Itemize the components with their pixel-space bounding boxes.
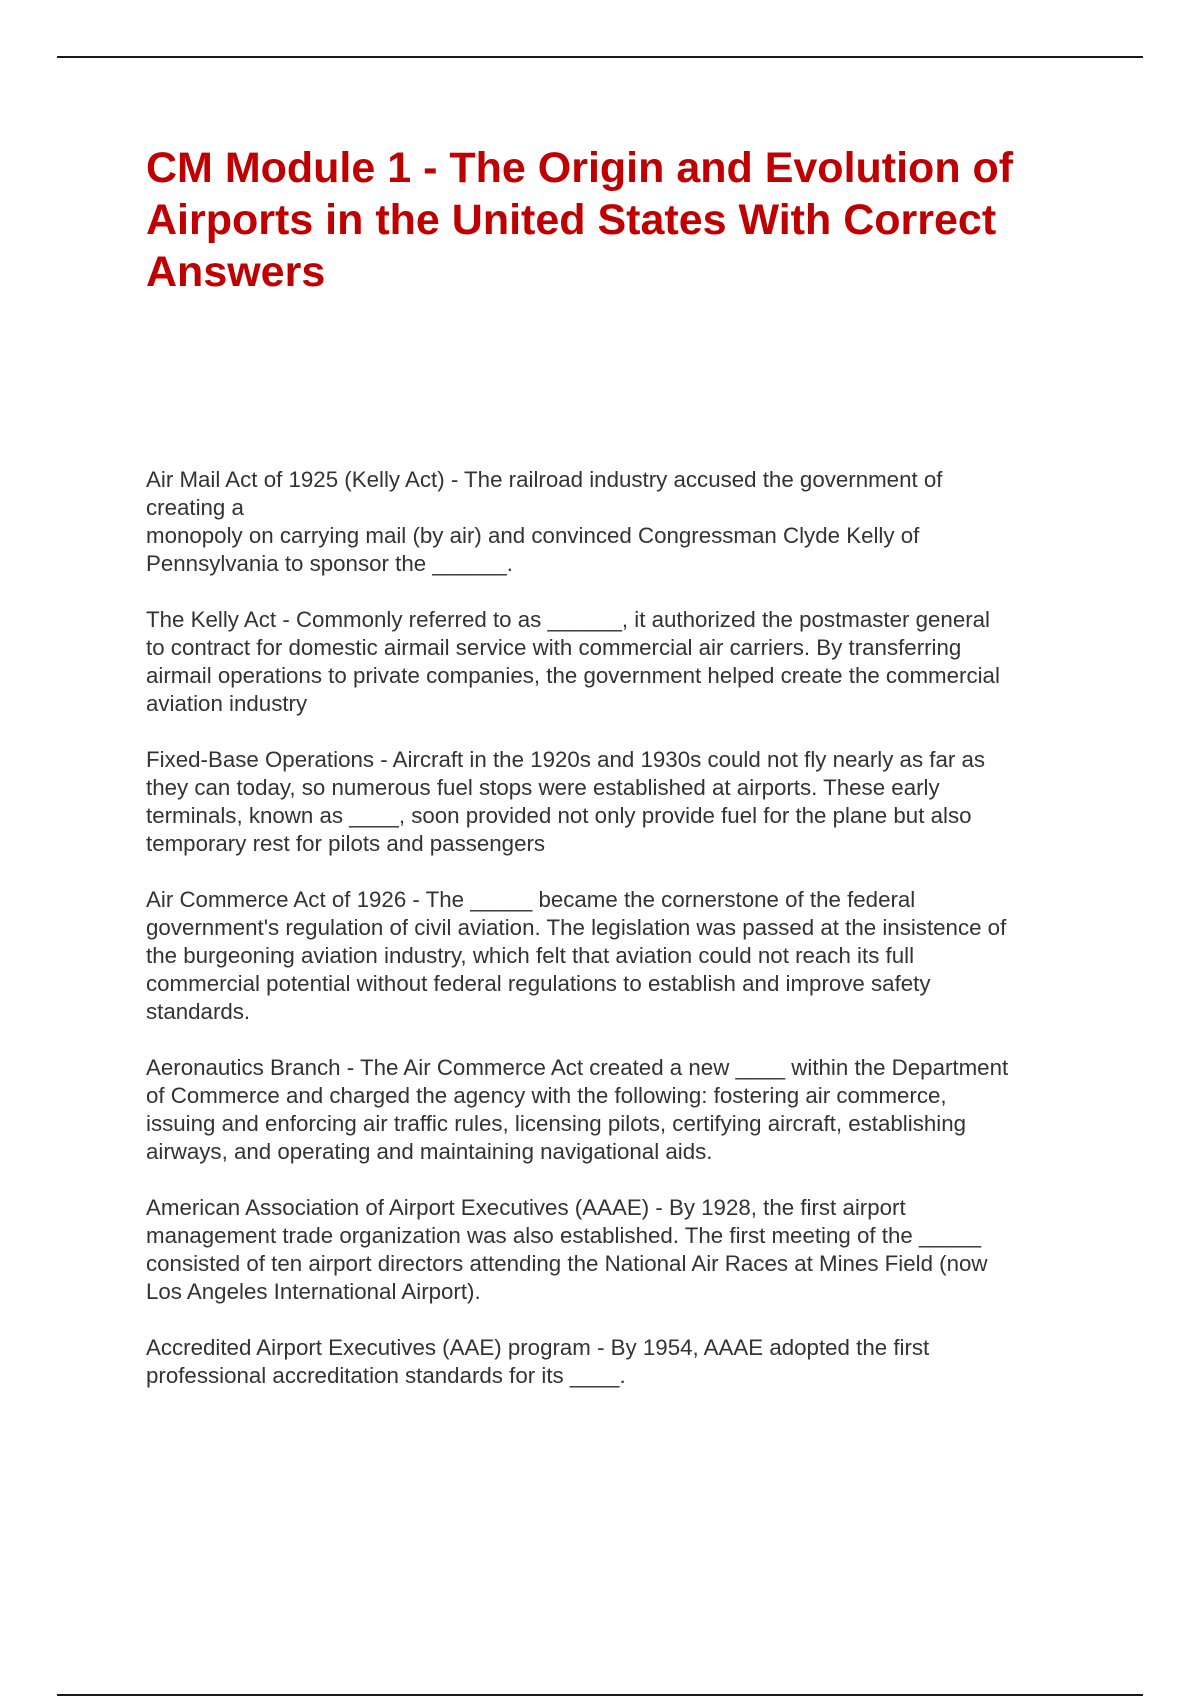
entry-kelly-act bbox=[146, 606, 1096, 718]
entry-air-commerce-act bbox=[146, 886, 1096, 1026]
entry-aaae bbox=[146, 1194, 1096, 1306]
entry-line: of Commerce and charged the agency with the following: fostering air commerce, bbox=[146, 1083, 947, 1108]
entry-line: aviation industry bbox=[146, 691, 308, 716]
entry-line: Air Mail Act of 1925 (Kelly Act) - The railroad industry accused the government of bbox=[146, 467, 943, 492]
entry-line: airways, and operating and maintaining navigational aids. bbox=[146, 1139, 713, 1164]
title-line-3: Answers bbox=[146, 248, 326, 296]
entry-line: temporary rest for pilots and passengers bbox=[146, 831, 546, 856]
bottom-rule bbox=[57, 1694, 1143, 1696]
entry-line: monopoly on carrying mail (by air) and convinced Congressman Clyde Kelly of bbox=[146, 523, 920, 548]
entry-line: American Association of Airport Executives (AAAE) - By 1928, the first airport bbox=[146, 1195, 906, 1220]
entry-line: standards. bbox=[146, 999, 251, 1024]
entry-line: the burgeoning aviation industry, which felt that aviation could not reach its full bbox=[146, 943, 915, 968]
entry-aae-program bbox=[146, 1334, 1096, 1390]
entry-line: creating a bbox=[146, 495, 244, 520]
entry-line: airmail operations to private companies, the government helped create the commercial bbox=[146, 663, 1000, 688]
title-line-1: CM Module 1 - The Origin and Evolution of bbox=[146, 144, 1014, 192]
entry-line: Accredited Airport Executives (AAE) program - By 1954, AAAE adopted the first bbox=[146, 1335, 930, 1360]
top-rule bbox=[57, 56, 1143, 58]
title-line-2: Airports in the United States With Correct bbox=[146, 196, 997, 244]
entry-line: Air Commerce Act of 1926 - The _____ became the cornerstone of the federal bbox=[146, 887, 916, 912]
entry-line: they can today, so numerous fuel stops were established at airports. These early bbox=[146, 775, 940, 800]
entry-line: management trade organization was also established. The first meeting of the _____ bbox=[146, 1223, 981, 1248]
entry-line: professional accreditation standards for its ____. bbox=[146, 1363, 626, 1388]
entry-line: Fixed-Base Operations - Aircraft in the 1920s and 1930s could not fly nearly as far as bbox=[146, 747, 986, 772]
entry-line: consisted of ten airport directors attending the National Air Races at Mines Field (now bbox=[146, 1251, 988, 1276]
entry-line: The Kelly Act - Commonly referred to as ______, it authorized the postmaster general bbox=[146, 607, 990, 632]
entry-line: terminals, known as ____, soon provided not only provide fuel for the plane but also bbox=[146, 803, 972, 828]
entry-aeronautics-branch bbox=[146, 1054, 1096, 1166]
entry-line: government's regulation of civil aviation. The legislation was passed at the insistence of bbox=[146, 915, 1007, 940]
entry-line: Pennsylvania to sponsor the ______. bbox=[146, 551, 513, 576]
entry-line: to contract for domestic airmail service with commercial air carriers. By transferring bbox=[146, 635, 962, 660]
entry-line: Los Angeles International Airport). bbox=[146, 1279, 481, 1304]
entry-fixed-base-operations bbox=[146, 746, 1096, 858]
entry-air-mail-act bbox=[146, 466, 1096, 578]
entry-line: issuing and enforcing air traffic rules, licensing pilots, certifying aircraft, establishing bbox=[146, 1111, 967, 1136]
entry-line: Aeronautics Branch - The Air Commerce Act created a new ____ within the Department bbox=[146, 1055, 1009, 1080]
entry-line: commercial potential without federal regulations to establish and improve safety bbox=[146, 971, 931, 996]
qa-entries bbox=[146, 466, 1096, 1418]
document-title bbox=[146, 142, 1106, 298]
